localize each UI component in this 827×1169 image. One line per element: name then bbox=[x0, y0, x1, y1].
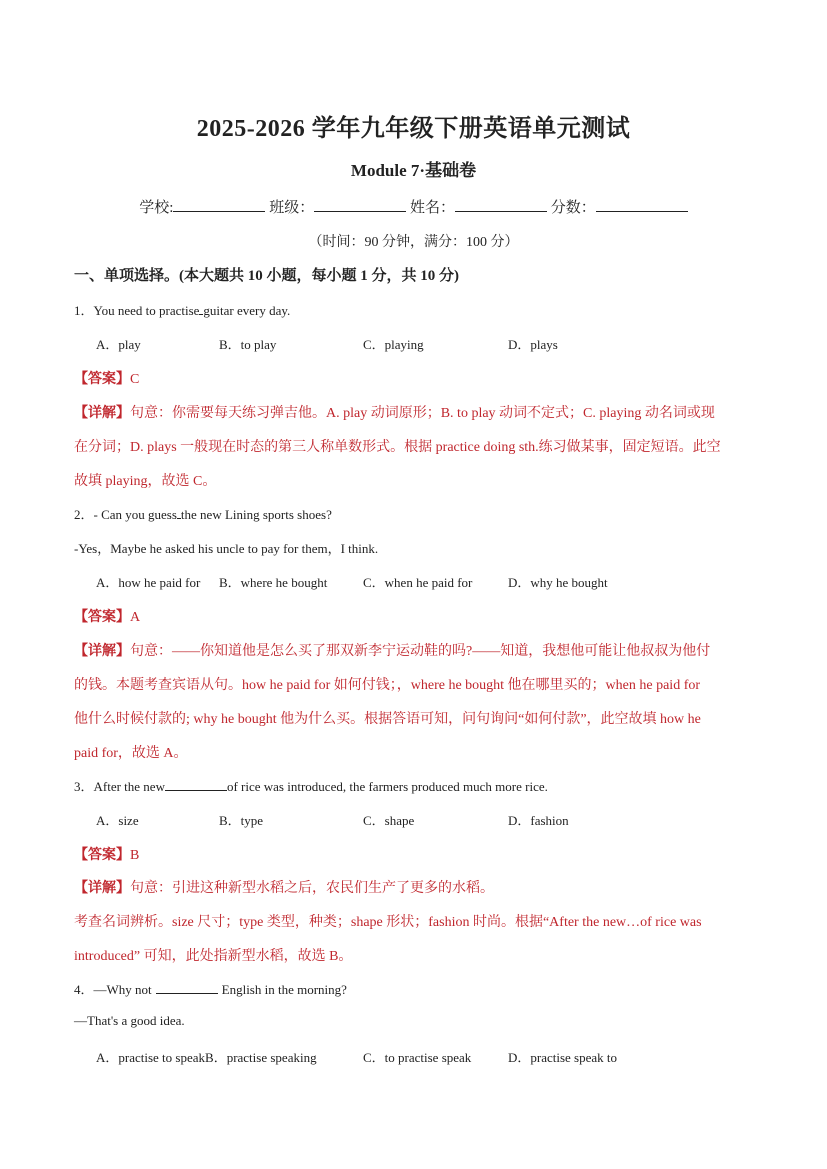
detail-tag: 【详解】 bbox=[74, 644, 130, 659]
detail-line: 考查名词辨析。size 尺寸；type 类型，种类；shape 形状；fashion 时尚。根据“After the new…of rice was bbox=[74, 915, 702, 930]
score-blank bbox=[596, 197, 688, 212]
detail-line: 故填 playing，故选 C。 bbox=[74, 474, 217, 489]
option-c: C．when he paid for bbox=[363, 575, 473, 590]
option-a: A．play bbox=[96, 337, 141, 352]
detail-text: 句意：引进这种新型水稻之后，农民们生产了更多的水稻。 bbox=[130, 881, 494, 896]
detail-line bbox=[74, 877, 494, 897]
question-2-stem bbox=[74, 504, 332, 523]
question-text: English in the morning? bbox=[221, 982, 347, 997]
detail-line: 他什么时候付款的; why he bought 他为什么买。根据答语可知，问句询问“如何付款”，此空故填 how he bbox=[74, 712, 701, 727]
score-label: 分数： bbox=[550, 200, 596, 216]
student-info-line bbox=[0, 196, 827, 217]
answer-tag: 【答案】 bbox=[74, 610, 130, 625]
page-title: 2025-2026 学年九年级下册英语单元测试 bbox=[196, 116, 631, 142]
option-b: B．type bbox=[219, 813, 264, 828]
section-heading: 一、单项选择。(本大题共 10 小题，每小题 1 分，共 10 分) bbox=[74, 268, 459, 284]
option-d: D．practise speak to bbox=[508, 1050, 618, 1065]
detail-text: 句意：你需要每天练习弹吉他。A. play 动词原形；B. to play 动词不定式；C. playing 动名词或现 bbox=[130, 406, 715, 421]
answer-line bbox=[74, 844, 139, 864]
answer-value: C bbox=[130, 372, 140, 387]
name-blank bbox=[455, 197, 547, 212]
answer-line bbox=[74, 606, 140, 626]
option-c: C．to practise speak bbox=[363, 1050, 472, 1065]
option-c: C．playing bbox=[363, 337, 424, 352]
question-2-response: -Yes，Maybe he asked his uncle to pay for them，I think. bbox=[74, 541, 379, 556]
class-blank bbox=[314, 197, 406, 212]
detail-line: paid for，故选 A。 bbox=[74, 746, 188, 761]
question-1-stem bbox=[74, 300, 290, 319]
question-text: guitar every day. bbox=[203, 303, 291, 318]
option-c: C．shape bbox=[363, 813, 415, 828]
question-text: 2．- Can you guess bbox=[74, 507, 177, 522]
option-a: A．how he paid for bbox=[96, 575, 201, 590]
answer-tag: 【答案】 bbox=[74, 372, 130, 387]
school-blank bbox=[173, 197, 265, 212]
detail-tag: 【详解】 bbox=[74, 406, 130, 421]
question-text: of rice was introduced, the farmers produced much more rice. bbox=[226, 779, 548, 794]
question-text: 1．You need to practise bbox=[74, 303, 200, 318]
answer-value: B bbox=[130, 848, 140, 863]
question-3-stem bbox=[74, 776, 548, 795]
question-text: the new Lining sports shoes? bbox=[180, 507, 332, 522]
name-label: 姓名： bbox=[409, 200, 455, 216]
question-4-response: —That's a good idea. bbox=[74, 1013, 185, 1028]
option-ab: A．practise to speakB．practise speaking bbox=[96, 1050, 317, 1065]
answer-line bbox=[74, 368, 139, 388]
detail-line bbox=[74, 640, 710, 660]
detail-tag: 【详解】 bbox=[74, 881, 130, 896]
detail-text: 句意：——你知道他是怎么买了那双新李宁运动鞋的吗?——知道，我想他可能让他叔叔为他付 bbox=[130, 644, 711, 659]
answer-value: A bbox=[130, 610, 141, 625]
detail-line: 在分词；D. plays 一般现在时态的第三人称单数形式。根据 practice doing sth.练习做某事，固定短语。此空 bbox=[74, 440, 721, 455]
question-text: 4．—Why not bbox=[74, 982, 152, 997]
question-4-stem bbox=[74, 979, 347, 998]
option-d: D．why he bought bbox=[508, 575, 608, 590]
school-label: 学校: bbox=[139, 200, 174, 216]
option-d: D．fashion bbox=[508, 813, 569, 828]
detail-line bbox=[74, 402, 715, 422]
detail-line: 的钱。本题考查宾语从句。how he paid for 如何付钱；，where he bought 他在哪里买的；when he paid for bbox=[74, 678, 701, 693]
option-d: D．plays bbox=[508, 337, 558, 352]
time-info: （时间：90 分钟，满分：100 分） bbox=[308, 235, 519, 250]
answer-blank bbox=[165, 778, 227, 791]
option-a: A．size bbox=[96, 813, 139, 828]
answer-blank bbox=[156, 981, 218, 994]
question-text: 3．After the new bbox=[74, 779, 165, 794]
detail-line: introduced” 可知，此处指新型水稻，故选 B。 bbox=[74, 949, 353, 964]
answer-tag: 【答案】 bbox=[74, 848, 130, 863]
class-label: 班级： bbox=[269, 200, 315, 216]
option-b: B．to play bbox=[219, 337, 277, 352]
page-subtitle: Module 7·基础卷 bbox=[350, 161, 477, 180]
option-b: B．where he bought bbox=[219, 575, 328, 590]
